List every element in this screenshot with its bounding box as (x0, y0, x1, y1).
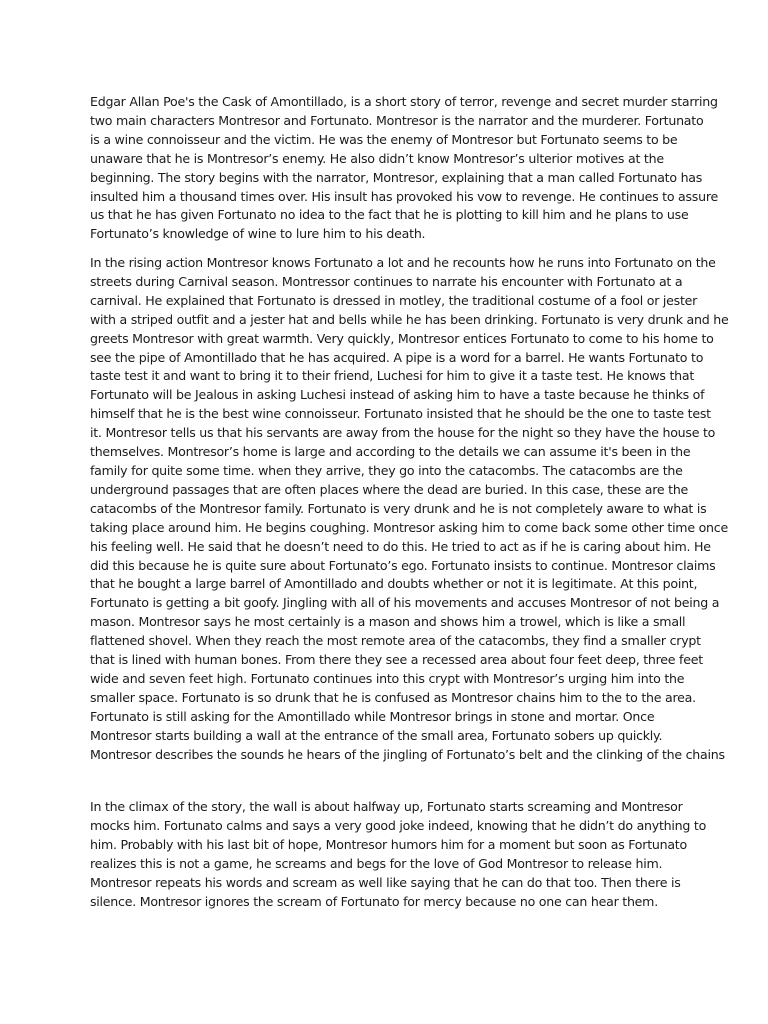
paragraph-introduction: Edgar Allan Poe's the Cask of Amontillado, is a short story of terror, revenge and secret murder starring two main characters Montresor and Fortunato. Montresor is the narrator and the murderer. Fortunato is a wine connoisseur and the victim. He was the enemy of Montresor but Fortunato seems to be unaware that he is Montresor’s enemy. He also didn’t know Montresor’s ulterior motives at the beginning. The story begins with the narrator, Montresor, explaining that a man called Fortunato has insulted him a thousand times over. His insult has provoked his vow to revenge. He continues to assure us that he has given Fortunato no idea to the fact that he is plotting to kill him and he plans to use Fortunato’s knowledge of wine to lure him to his death. (90, 94, 718, 242)
paragraph-climax: In the climax of the story, the wall is about halfway up, Fortunato starts screaming and Montresor mocks him. Fortunato calms and says a very good joke indeed, knowing that he didn’t do anything to him. Probably with his last bit of hope, Montresor humors him for a moment but soon as Fortunato realizes this is not a game, he screams and begs for the love of God Montresor to release him. Montresor repeats his words and scream as well like saying that he can do that too. Then there is silence. Montresor ignores the scream of Fortunato for mercy because no one can hear them. (90, 799, 707, 909)
paragraph-rising-action: In the rising action Montresor knows Fortunato a lot and he recounts how he runs into Fortunato on the streets during Carnival season. Montressor continues to narrate his encounter with Fortunato at a carnival. He explained that Fortunato is dressed in motley, the traditional costume of a fool or jester with a striped outfit and a jester hat and bells while he has been drinking. Fortunato is very drunk and he greets Montresor with great warmth. Very quickly, Montresor entices Fortunato to come to his home to see the pipe of Amontillado that he has acquired. A pipe is a word for a barrel. He wants Fortunato to taste test it and want to bring it to their friend, Luchesi for him to give it a taste test. He knows that Fortunato will be Jealous in asking Luchesi instead of asking him to have a taste because he thinks of himself that he is the best wine connoisseur. Fortunato insisted that he should be the one to taste test it. Montresor tells us that his servants are away from the house for the night so they have the house to themselves. Montresor’s home is large and according to the details we can assume it's been in the family for quite some time. when they arrive, they go into the catacombs. The catacombs are the underground passages that are often places where the dead are buried. In this case, these are the catacombs of the Montresor family. Fortunato is very drunk and he is not completely aware to what is taking place around him. He begins coughing. Montresor asking him to come back some other time once his feeling well. He said that he doesn’t need to do this. He tried to act as if he is caring about him. He did this because he is quite sure about Fortunato’s ego. Fortunato insists to continue. Montresor claims that he bought a large barrel of Amontillado and doubts whether or not it is legitimate. At this point, Fortunato is getting a bit goofy. Jingling with all of his movements and accuses Montresor of not being a mason. Montresor says he most certainly is a mason and shows him a trowel, which is like a small flattened shovel. When they reach the most remote area of the catacombs, they find a smaller crypt that is lined with human bones. From there they see a recessed area about four feet deep, three feet wide and seven feet high. Fortunato continues into this crypt with Montresor’s urging him into the smaller space. Fortunato is so drunk that he is confused as Montresor chains him to the to the area. Fortunato is still asking for the Amontillado while Montresor brings in stone and mortar. Once Montresor starts building a wall at the entrance of the small area, Fortunato sobers up quickly. Montresor describes the sounds he hears of the jingling of Fortunato’s belt and the clinking of the chains (90, 255, 729, 762)
